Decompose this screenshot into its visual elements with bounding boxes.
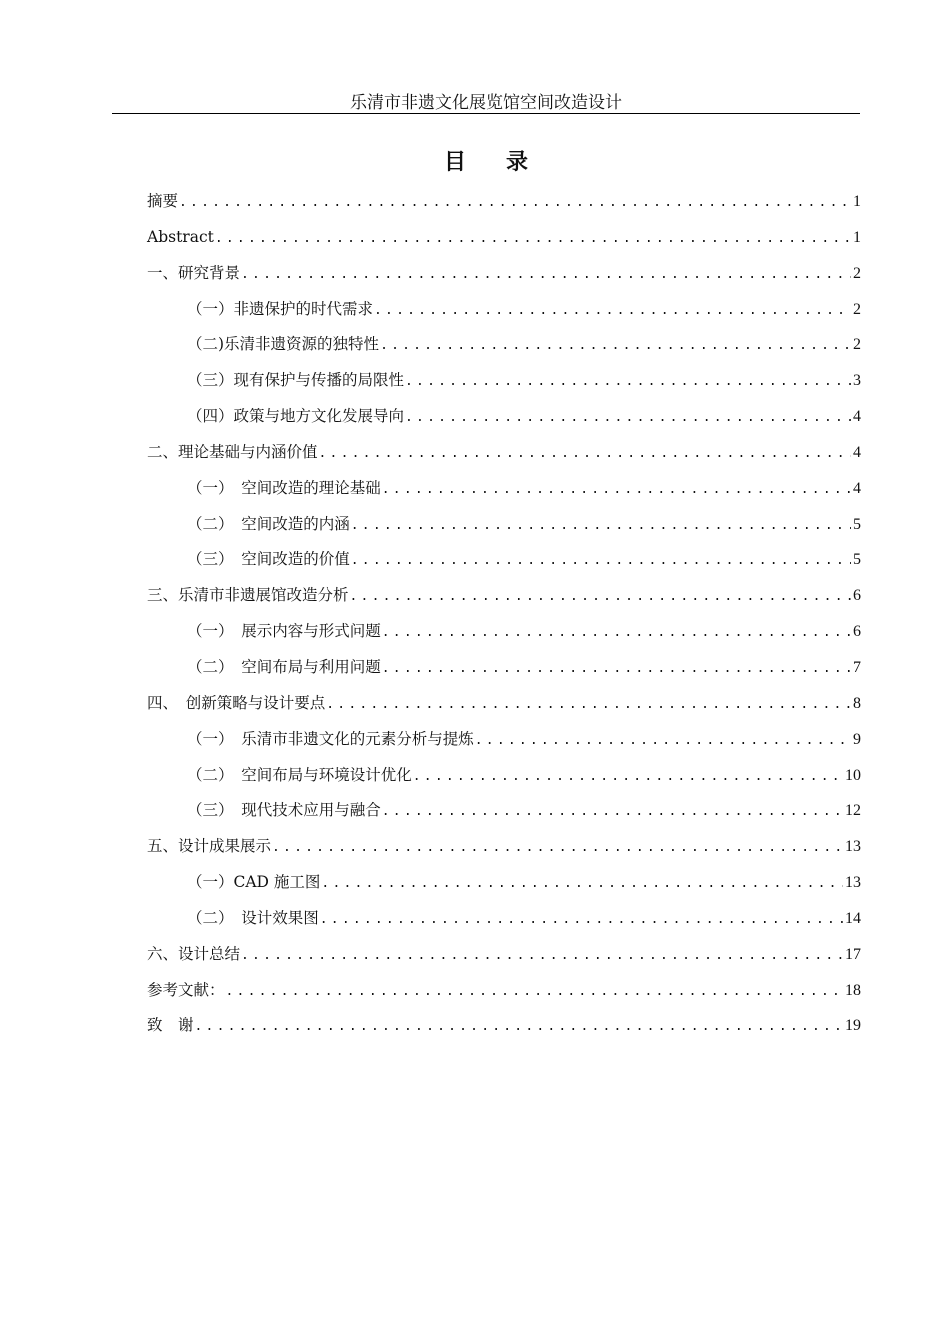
toc-entry-label: 致 谢: [147, 1016, 194, 1035]
toc-entry-label: （一） 空间改造的理论基础: [187, 478, 381, 497]
toc-entry[interactable]: [147, 473, 861, 509]
toc-entry-page: 4: [853, 479, 861, 497]
toc-entry[interactable]: [147, 186, 861, 222]
toc-entry-page: 10: [845, 766, 861, 784]
header-rule: [112, 113, 860, 114]
toc-entry-page: 4: [853, 443, 861, 461]
toc-entry-label: 六、设计总结: [147, 944, 241, 963]
dot-leader: [195, 1012, 843, 1042]
toc-entry-page: 2: [853, 336, 861, 354]
dot-leader: [241, 260, 851, 290]
running-header: 乐清市非遗文化展览馆空间改造设计: [350, 93, 622, 113]
toc-entry-label: （二） 空间布局与环境设计优化: [187, 765, 412, 784]
toc-entry[interactable]: [147, 437, 861, 473]
dot-leader: [405, 367, 851, 397]
toc-entry-page: 12: [845, 802, 861, 820]
toc-entry-label: （二） 设计效果图: [187, 908, 319, 927]
dot-leader: [413, 762, 843, 792]
toc-entry[interactable]: [147, 867, 861, 903]
toc-entry-page: 8: [853, 694, 861, 712]
toc-entry[interactable]: [147, 795, 861, 831]
toc-entry-page: 18: [845, 981, 861, 999]
toc-entry-label: 三、乐清市非遗展馆改造分析: [147, 586, 349, 605]
toc-entry-label: 四、 创新策略与设计要点: [147, 693, 326, 712]
toc-entry-page: 2: [853, 264, 861, 282]
toc-entry-label: 五、设计成果展示: [147, 837, 272, 856]
toc-entry-label: （一） 展示内容与形式问题: [187, 622, 381, 641]
toc-entry-page: 6: [853, 587, 861, 605]
toc-entry[interactable]: [147, 975, 861, 1011]
toc-entry-label: （三）现有保护与传播的局限性: [187, 371, 405, 390]
dot-leader: [351, 546, 851, 576]
dot-leader: [475, 726, 851, 756]
toc-entry-label: （一）非遗保护的时代需求: [187, 299, 374, 318]
toc-entry-label: （三） 空间改造的价值: [187, 550, 350, 569]
toc-entry-page: 1: [853, 193, 861, 210]
toc-entry-label: （二)乐清非遗资源的独特性: [187, 335, 380, 354]
dot-leader: [272, 833, 843, 863]
toc-entry[interactable]: [147, 831, 861, 867]
toc-entry-page: 4: [853, 408, 861, 426]
toc-entry-label: 二、理论基础与内涵价值: [147, 442, 318, 461]
dot-leader: [215, 224, 851, 254]
toc-entry[interactable]: [147, 724, 861, 760]
toc-entry-label: （四）政策与地方文化发展导向: [187, 407, 405, 426]
toc-entry[interactable]: [147, 544, 861, 580]
toc-entry-page: 6: [853, 623, 861, 641]
toc-entry-label: （一） 乐清市非遗文化的元素分析与提炼: [187, 729, 474, 748]
dot-leader: [320, 905, 843, 935]
toc-entry-label: （二） 空间布局与利用问题: [187, 657, 381, 676]
dot-leader: [226, 977, 843, 1007]
dot-leader: [179, 188, 851, 218]
toc-entry[interactable]: [147, 616, 861, 652]
toc-entry-label: （三） 现代技术应用与融合: [187, 801, 381, 820]
toc-entry-label: 参考文献：: [147, 980, 225, 999]
dot-leader: [382, 797, 843, 827]
toc-title: 目录: [443, 149, 568, 175]
toc-entry[interactable]: [147, 1010, 861, 1046]
dot-leader: [351, 511, 851, 541]
toc-entry-page: 1: [853, 228, 861, 246]
toc-entry-page: 19: [845, 1017, 861, 1035]
dot-leader: [326, 690, 851, 720]
toc-entry[interactable]: [147, 509, 861, 545]
dot-leader: [319, 439, 851, 469]
toc-entry[interactable]: [147, 365, 861, 401]
toc-entry[interactable]: [147, 580, 861, 616]
toc-entry[interactable]: [147, 294, 861, 330]
toc-entry-page: 9: [853, 730, 861, 748]
dot-leader: [382, 475, 851, 505]
dot-leader: [350, 582, 851, 612]
toc-entry-label: 一、研究背景: [147, 263, 241, 282]
toc-entry-page: 5: [853, 515, 861, 533]
toc-entry-page: 13: [845, 874, 861, 892]
toc-entry-label: （一）CAD 施工图: [187, 873, 321, 892]
dot-leader: [382, 654, 851, 684]
toc-entry[interactable]: [147, 652, 861, 688]
dot-leader: [321, 869, 843, 899]
toc-entry-label: Abstract: [147, 227, 214, 246]
toc-entry[interactable]: [147, 903, 861, 939]
toc-entry[interactable]: [147, 222, 861, 258]
toc-entry-page: 2: [853, 300, 861, 318]
table-of-contents: [147, 186, 861, 1046]
toc-entry-page: 17: [845, 945, 861, 963]
toc-entry-page: 5: [853, 551, 861, 569]
toc-entry[interactable]: [147, 688, 861, 724]
toc-entry-page: 7: [853, 658, 861, 676]
dot-leader: [241, 941, 843, 971]
toc-entry[interactable]: [147, 401, 861, 437]
dot-leader: [374, 296, 851, 326]
toc-entry[interactable]: [147, 760, 861, 796]
toc-entry-page: 14: [845, 909, 861, 927]
toc-entry-page: 3: [853, 372, 861, 390]
toc-entry-label: （二） 空间改造的内涵: [187, 514, 350, 533]
dot-leader: [405, 403, 851, 433]
toc-entry-page: 13: [845, 838, 861, 856]
toc-entry[interactable]: [147, 258, 861, 294]
toc-entry[interactable]: [147, 329, 861, 365]
toc-entry-label: 摘要: [147, 192, 179, 210]
dot-leader: [380, 331, 851, 361]
dot-leader: [382, 618, 851, 648]
toc-entry[interactable]: [147, 939, 861, 975]
